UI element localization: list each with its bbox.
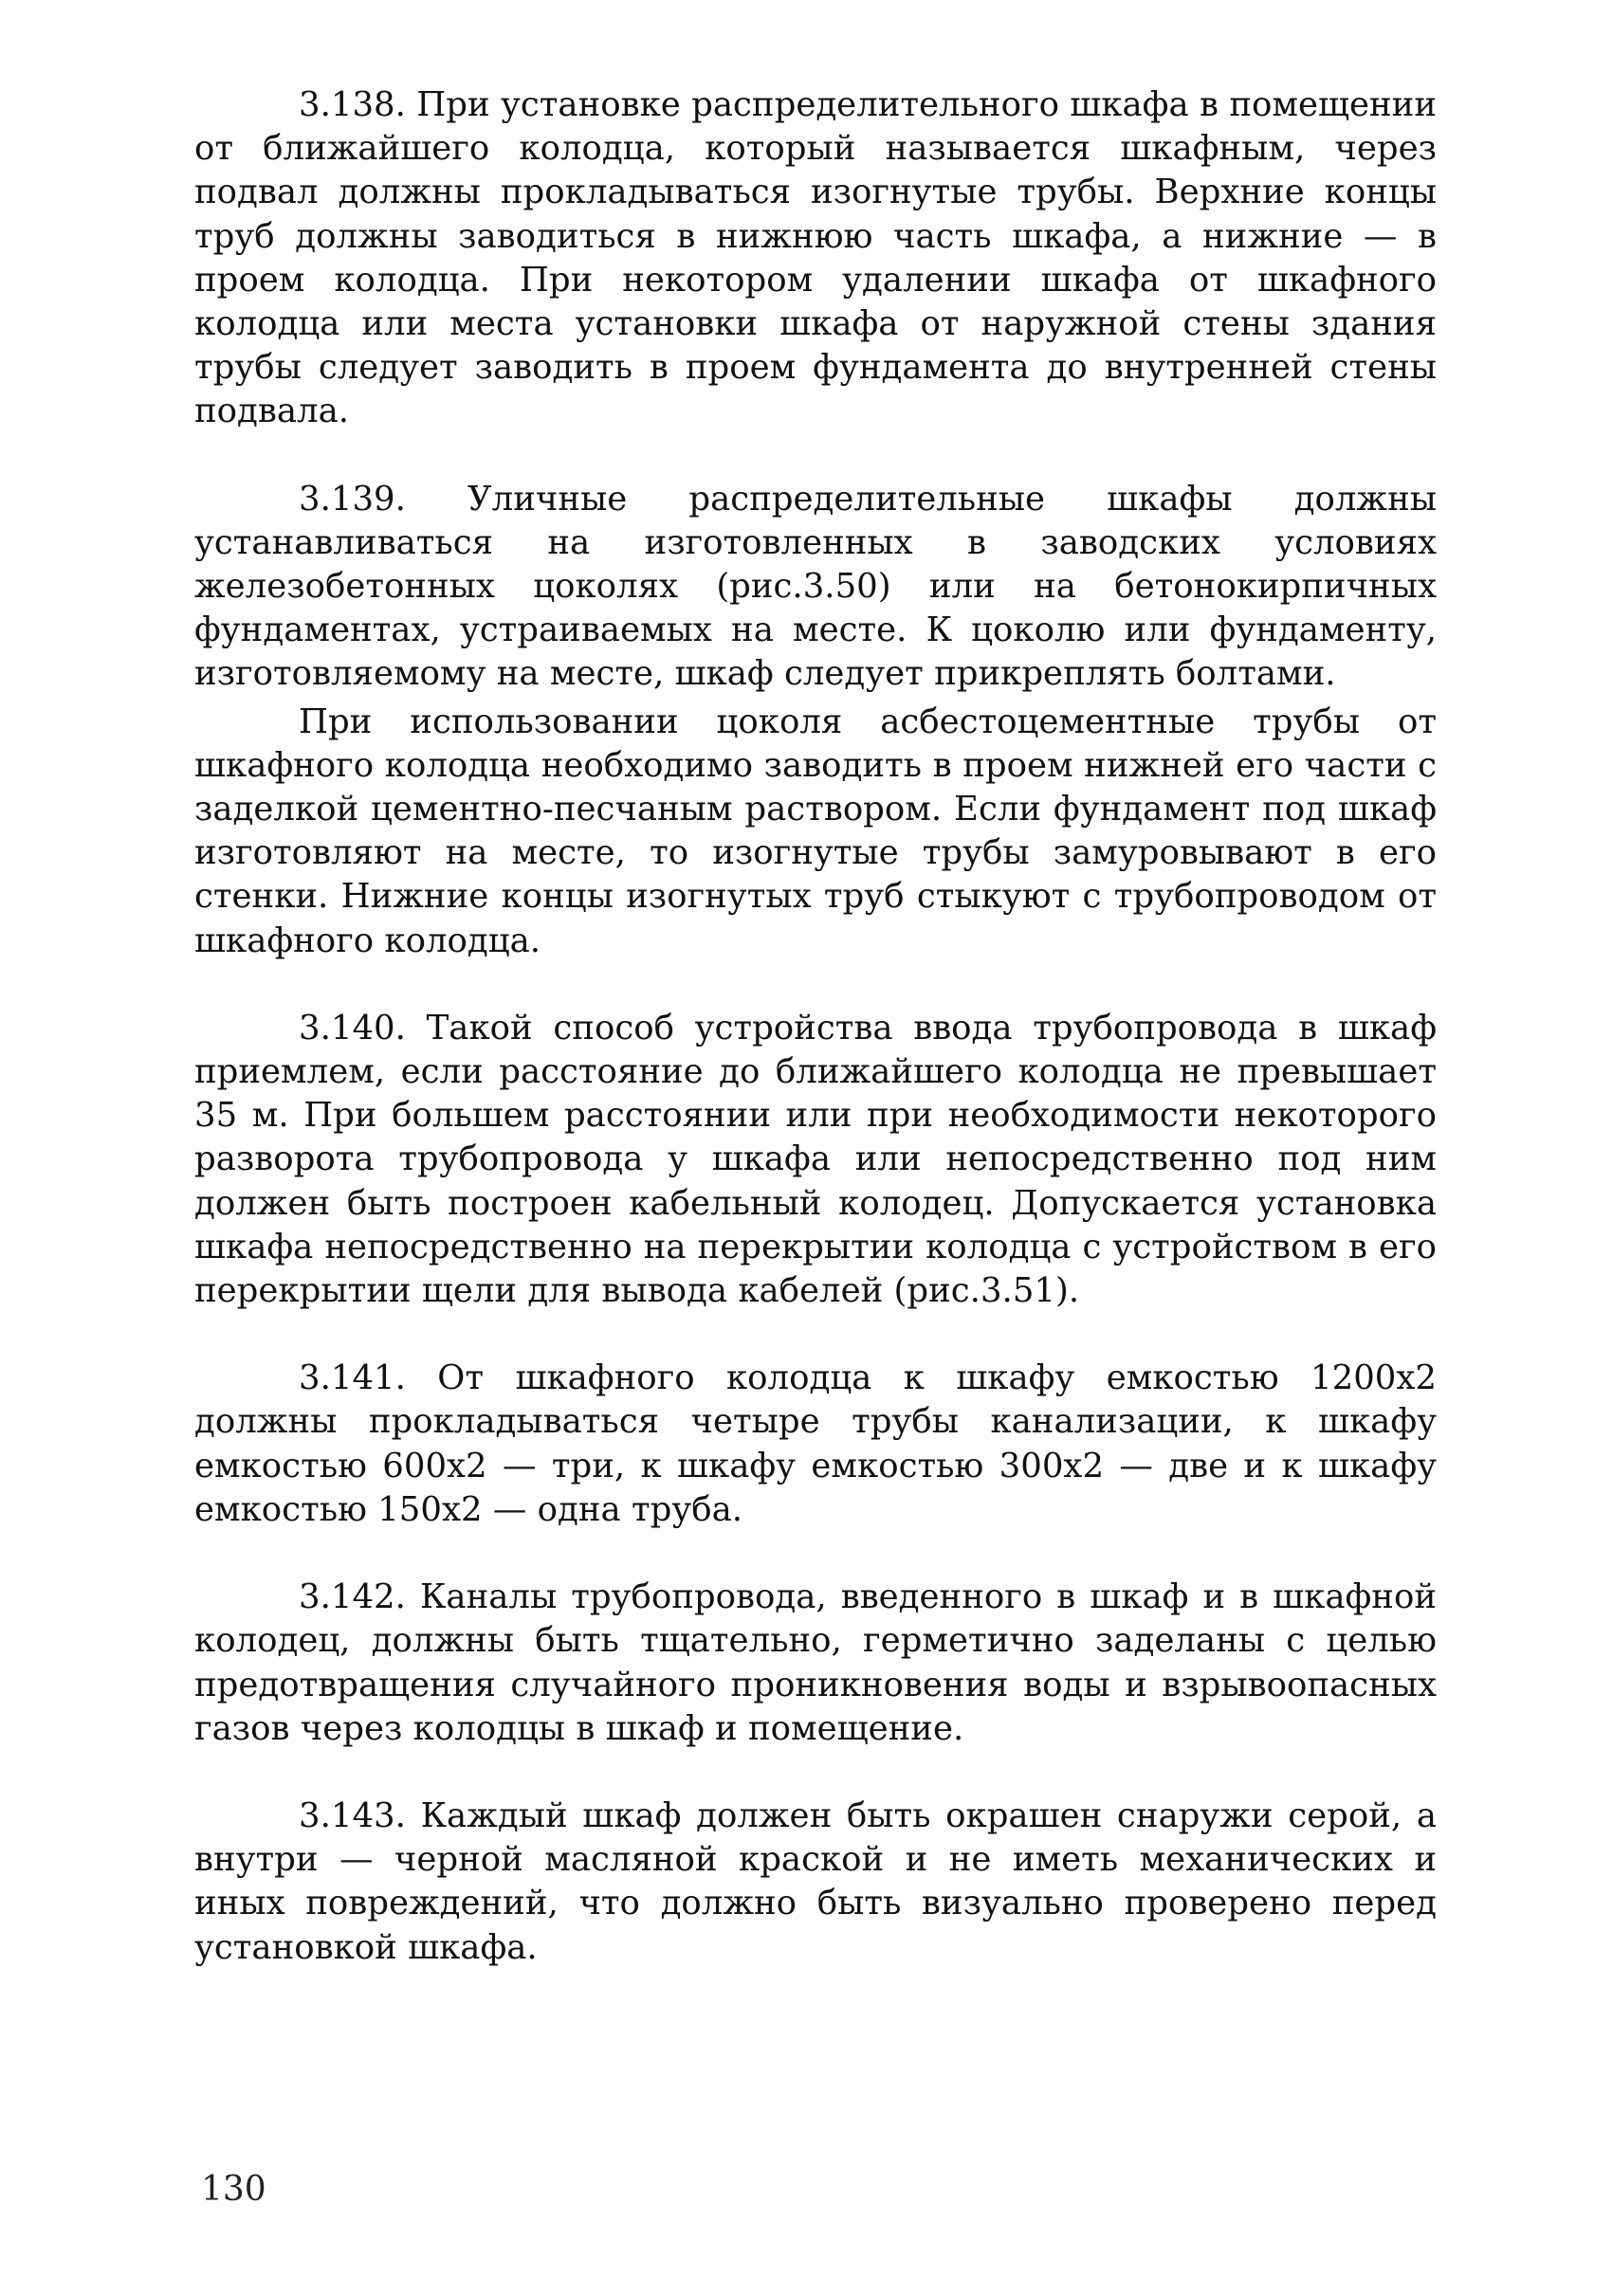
paragraph-3-139: 3.139. Уличные распределительные шкафы должны устанавливаться на изготовленных в заводских условиях железобетонных цоколях (рис.3.50) или на бетонокирпичных фундаментах, устраиваемых на месте. К цоколю или фундаменту, изготовляемому на месте, шкаф следует прикреплять болтами.	[194, 479, 1437, 694]
paragraph-3-140: 3.140. Такой способ устройства ввода трубопровода в шкаф приемлем, если расстояние до ближайшего колодца не превышает 35 м. При большем расстоянии или при необходимости некоторого разворота трубопровода у шкафа или непосредственно под ним должен быть построен кабельный колодец. Допускается установка шкафа непосредственно на перекрытии колодца с устройством в его перекрытии щели для вывода кабелей (рис.3.51).	[194, 1008, 1437, 1311]
page-body	[194, 83, 1437, 2014]
paragraph-3-138: 3.138. При установке распределительного шкафа в помещении от ближайшего колодца, который называется шкафным, через подвал должны прокладываться изогнутые трубы. Верхние концы труб должны заводиться в нижнюю часть шкафа, а нижние — в проем колодца. При некотором удалении шкафа от шкафного колодца или места установки шкафа от наружной стены здания трубы следует заводить в проем фундамента до внутренней стены подвала.	[194, 85, 1437, 431]
paragraph-3-142: 3.142. Каналы трубопровода, введенного в шкаф и в шкафной колодец, должны быть тщательно, герметично заделаны с целью предотвращения случайного проникновения воды и взрывоопасных газов через колодцы в шкаф и помещение.	[194, 1577, 1437, 1748]
paragraph-3-143: 3.143. Каждый шкаф должен быть окрашен снаружи серой, а внутри — черной масляной краской и не иметь механических и иных повреждений, что должно быть визуально проверено перед установкой шкафа.	[194, 1795, 1437, 1967]
page-number: 130	[201, 2170, 266, 2209]
paragraph-3-141: 3.141. От шкафного колодца к шкафу емкостью 1200x2 должны прокладываться четыре трубы канализации, к шкафу емкостью 600x2 — три, к шкафу емкостью 300x2 — две и к шкафу емкостью 150x2 — одна труба.	[194, 1358, 1437, 1529]
paragraph-3-139-continuation: При использовании цоколя асбестоцементные трубы от шкафного колодца необходимо заводить в проем нижней его части с заделкой цементно-песчаным раствором. Если фундамент под шкаф изготовляют на месте, то изогнутые трубы замуровывают в его стенки. Нижние концы изогнутых труб стыкуют с трубопроводом от шкафного колодца.	[194, 702, 1437, 960]
